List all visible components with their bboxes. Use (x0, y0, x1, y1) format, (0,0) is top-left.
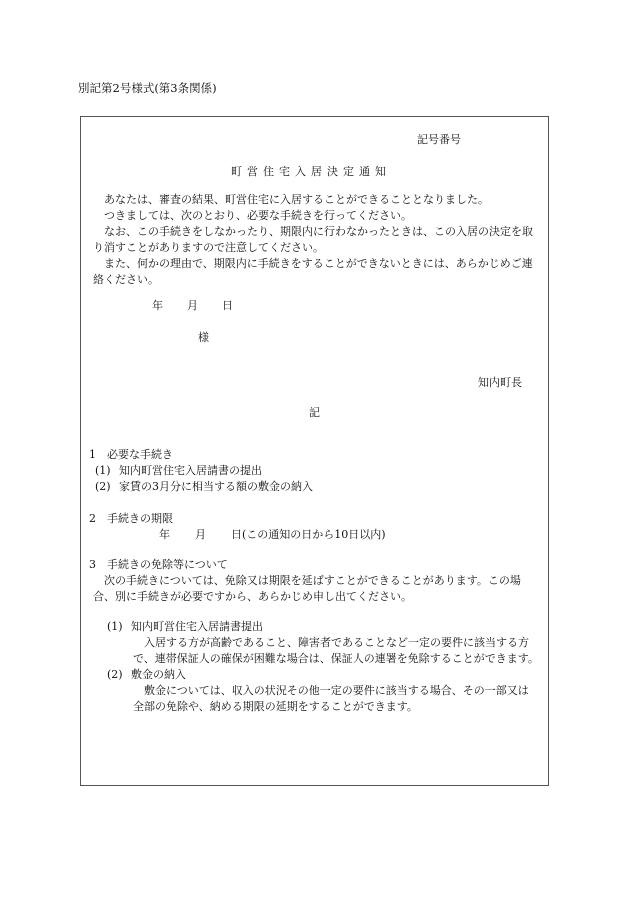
item-number: (1) (95, 464, 111, 477)
addressee-suffix: 様 (198, 331, 209, 344)
item-number: (1) (107, 620, 123, 633)
exemption-item (107, 619, 539, 667)
list-item (89, 479, 539, 495)
item-title: 敷金の納入 (131, 668, 186, 681)
deadline-day: 日(この通知の日から10日以内) (231, 528, 386, 541)
section-heading: 3 手続きの免除等について (89, 558, 228, 571)
date-year: 年 (152, 299, 163, 312)
item-number: (2) (107, 668, 123, 681)
intro-paragraph: あなたは、審査の結果、町営住宅に入居することができることとなりました。 (104, 193, 489, 206)
date-month: 月 (187, 299, 198, 312)
intro-paragraph: なお、この手続きをしなかったり、期限内に行わなかったときは、この入居の決定を取り消すことがありますので注意してください。 (93, 225, 533, 254)
intro-paragraph: つきましては、次のとおり、必要な手続きを行ってください。 (104, 209, 412, 222)
section-heading: 1 必要な手続き (89, 448, 173, 461)
intro-paragraph: また、何かの理由で、期限内に手続きをすることができないときには、あらかじめご連絡ください。 (93, 257, 533, 286)
section-deadline (89, 511, 539, 543)
item-title: 知内町営住宅入居請書提出 (131, 620, 263, 633)
date-day: 日 (222, 299, 233, 312)
notice-document (80, 116, 549, 786)
record-number: 記号番号 (417, 133, 461, 146)
item-number: (2) (95, 480, 111, 493)
item-body: 入居する方が高齢であること、障害者であることなど一定の要件に該当する方で、連帯保証人の確保が困難な場合は、保証人の連署を免除することができます。 (133, 636, 539, 665)
item-text: 家賃の3月分に相当する額の敷金の納入 (119, 480, 313, 493)
deadline-line (89, 527, 539, 543)
item-title-line (107, 667, 539, 683)
ki-mark: 記 (309, 406, 320, 419)
issuer-name: 知内町長 (478, 376, 522, 389)
deadline-year: 年 (159, 528, 170, 541)
deadline-month: 月 (195, 528, 206, 541)
intro-text (93, 192, 540, 288)
form-caption: 別記第2号様式(第3条関係) (78, 81, 217, 95)
item-title-line (107, 619, 539, 635)
section-heading: 2 手続きの期限 (89, 512, 173, 525)
exemption-item (107, 667, 539, 715)
section-body: 次の手続きについては、免除又は期限を延ばすことができることがあります。この場合、別に手続きが必要ですから、あらかじめ申し出てください。 (93, 574, 521, 603)
section-required-procedures (89, 447, 539, 495)
document-title: 町営住宅入居決定通知 (231, 165, 391, 178)
item-body: 敷金については、収入の状況その他一定の要件に該当する場合、その一部又は全部の免除や、納める期限の延期をすることができます。 (133, 684, 529, 713)
section-exemption (89, 557, 539, 715)
list-item (89, 463, 539, 479)
item-text: 知内町営住宅入居請書の提出 (119, 464, 262, 477)
